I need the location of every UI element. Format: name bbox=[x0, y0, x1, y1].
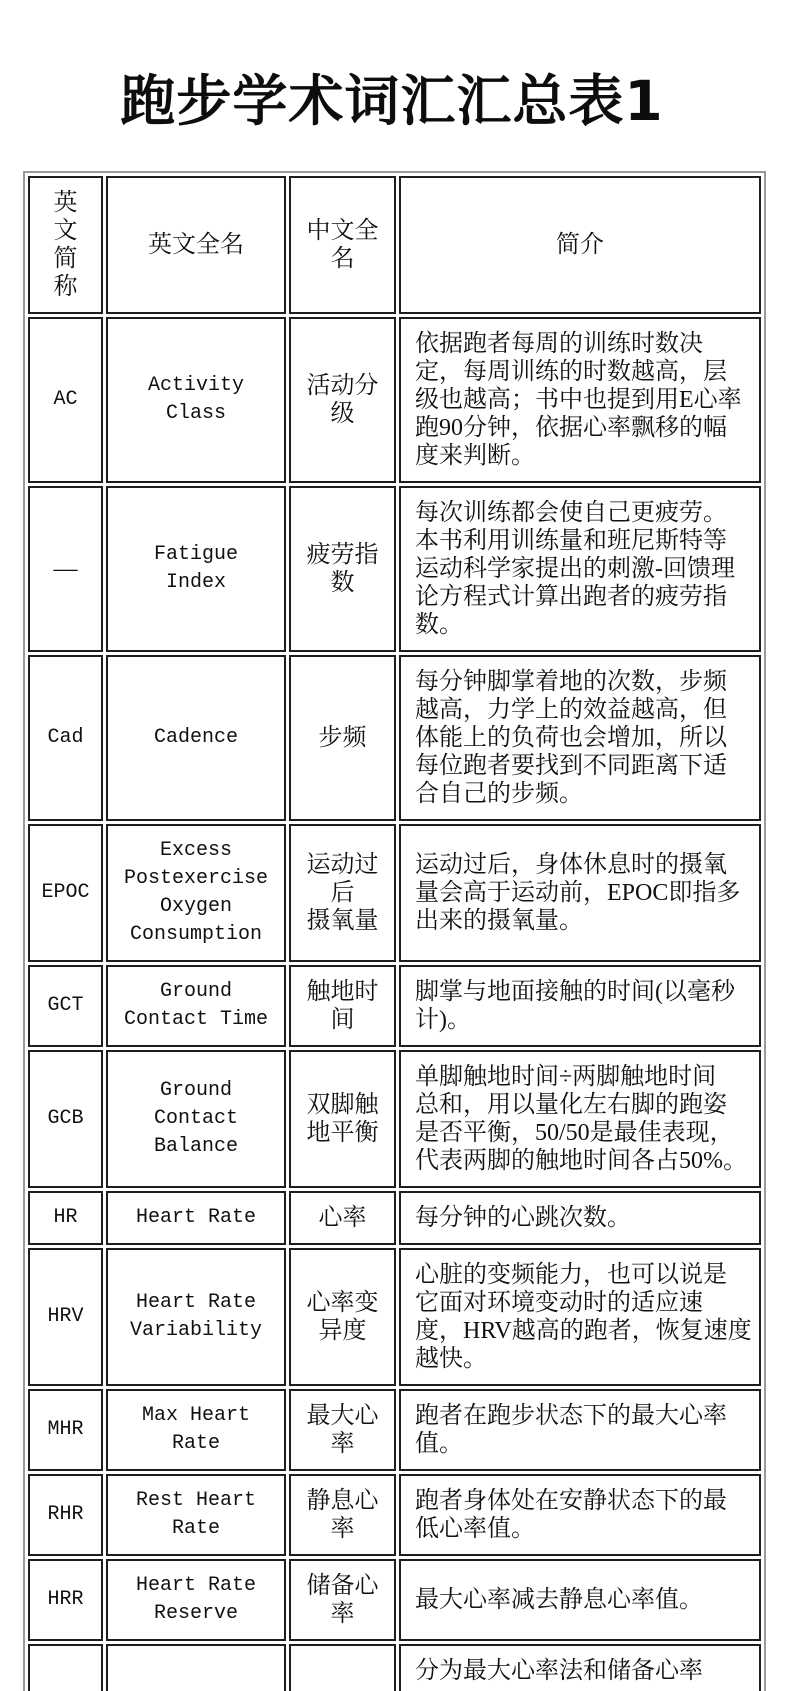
chinese-name-cell: 静息心 率 bbox=[289, 1474, 396, 1556]
table-row bbox=[28, 1644, 761, 1691]
chinese-name-cell: 心率变 异度 bbox=[289, 1248, 396, 1386]
table-row bbox=[28, 1050, 761, 1188]
english-name-cell: Rest Heart Rate bbox=[106, 1474, 286, 1556]
table-row bbox=[28, 1474, 761, 1556]
table-row bbox=[28, 1389, 761, 1471]
description-cell: 每分钟的心跳次数。 bbox=[399, 1191, 761, 1245]
abbr-cell: HRV bbox=[28, 1248, 103, 1386]
description-cell: 每分钟脚掌着地的次数，步频 越高，力学上的效益越高，但 体能上的负荷也会增加，所以 每位跑者要找到不同距离下适 合自己的步频。 bbox=[399, 655, 761, 821]
chinese-name-cell: 双脚触 地平衡 bbox=[289, 1050, 396, 1188]
abbr-cell: AC bbox=[28, 317, 103, 483]
english-name-cell: Ground Contact Time bbox=[106, 965, 286, 1047]
table-row bbox=[28, 486, 761, 652]
description-cell: 脚掌与地面接触的时间(以毫秒 计)。 bbox=[399, 965, 761, 1047]
table-row bbox=[28, 317, 761, 483]
english-name-cell: Activity Class bbox=[106, 317, 286, 483]
chinese-name-cell: 活动分 级 bbox=[289, 317, 396, 483]
abbr-cell: Cad bbox=[28, 655, 103, 821]
chinese-name-cell: 疲劳指 数 bbox=[289, 486, 396, 652]
chinese-name-cell: 最大心 率 bbox=[289, 1389, 396, 1471]
chinese-name-cell: 心率 bbox=[289, 1191, 396, 1245]
table-body bbox=[28, 317, 761, 1691]
header-chinese-name: 中文全 名 bbox=[289, 176, 396, 314]
abbr-cell: HR bbox=[28, 1191, 103, 1245]
abbr-cell: GCB bbox=[28, 1050, 103, 1188]
abbr-cell: — bbox=[28, 486, 103, 652]
table-row bbox=[28, 1559, 761, 1641]
english-name-cell bbox=[106, 1644, 286, 1691]
abbr-cell: GCT bbox=[28, 965, 103, 1047]
english-name-cell: Heart Rate Reserve bbox=[106, 1559, 286, 1641]
english-name-cell: Ground Contact Balance bbox=[106, 1050, 286, 1188]
chinese-name-cell: 触地时 间 bbox=[289, 965, 396, 1047]
english-name-cell: Heart Rate Variability bbox=[106, 1248, 286, 1386]
description-cell: 心脏的变频能力，也可以说是 它面对环境变动时的适应速 度，HRV越高的跑者，恢复速度 越快。 bbox=[399, 1248, 761, 1386]
english-name-cell: Max Heart Rate bbox=[106, 1389, 286, 1471]
chinese-name-cell: 运动过 后 摄氧量 bbox=[289, 824, 396, 962]
table-row bbox=[28, 1191, 761, 1245]
description-cell: 每次训练都会使自己更疲劳。 本书利用训练量和班尼斯特等 运动科学家提出的刺激-回馈理 论方程式计算出跑者的疲劳指 数。 bbox=[399, 486, 761, 652]
description-cell: 依据跑者每周的训练时数决 定，每周训练的时数越高，层 级也越高；书中也提到用E心率 跑90分钟，依据心率飘移的幅 度来判断。 bbox=[399, 317, 761, 483]
abbr-cell: EPOC bbox=[28, 824, 103, 962]
english-name-cell: Cadence bbox=[106, 655, 286, 821]
description-cell: 跑者身体处在安静状态下的最 低心率值。 bbox=[399, 1474, 761, 1556]
english-name-cell: Excess Postexercise Oxygen Consumption bbox=[106, 824, 286, 962]
header-description: 简介 bbox=[399, 176, 761, 314]
page-title: 跑步学术词汇汇总表1 bbox=[120, 69, 664, 133]
description-cell: 运动过后，身体休息时的摄氧 量会高于运动前，EPOC即指多 出来的摄氧量。 bbox=[399, 824, 761, 962]
chinese-name-cell bbox=[289, 1644, 396, 1691]
table-header-row bbox=[28, 176, 761, 314]
header-english-name: 英文全名 bbox=[106, 176, 286, 314]
table-row bbox=[28, 824, 761, 962]
description-cell: 跑者在跑步状态下的最大心率 值。 bbox=[399, 1389, 761, 1471]
glossary-table bbox=[23, 171, 766, 1691]
header-abbr: 英 文 简 称 bbox=[28, 176, 103, 314]
description-cell: 单脚触地时间÷两脚触地时间 总和，用以量化左右脚的跑姿 是否平衡，50/50是最佳表现， 代表两脚的触地时间各占50%。 bbox=[399, 1050, 761, 1188]
table-row bbox=[28, 965, 761, 1047]
description-cell: 最大心率减去静息心率值。 bbox=[399, 1559, 761, 1641]
chinese-name-cell: 储备心 率 bbox=[289, 1559, 396, 1641]
chinese-name-cell: 步频 bbox=[289, 655, 396, 821]
table-row bbox=[28, 655, 761, 821]
abbr-cell: MHR bbox=[28, 1389, 103, 1471]
table-row bbox=[28, 1248, 761, 1386]
english-name-cell: Heart Rate bbox=[106, 1191, 286, 1245]
abbr-cell bbox=[28, 1644, 103, 1691]
english-name-cell: Fatigue Index bbox=[106, 486, 286, 652]
abbr-cell: RHR bbox=[28, 1474, 103, 1556]
description-cell: 分为最大心率法和储备心率 bbox=[399, 1644, 761, 1691]
abbr-cell: HRR bbox=[28, 1559, 103, 1641]
